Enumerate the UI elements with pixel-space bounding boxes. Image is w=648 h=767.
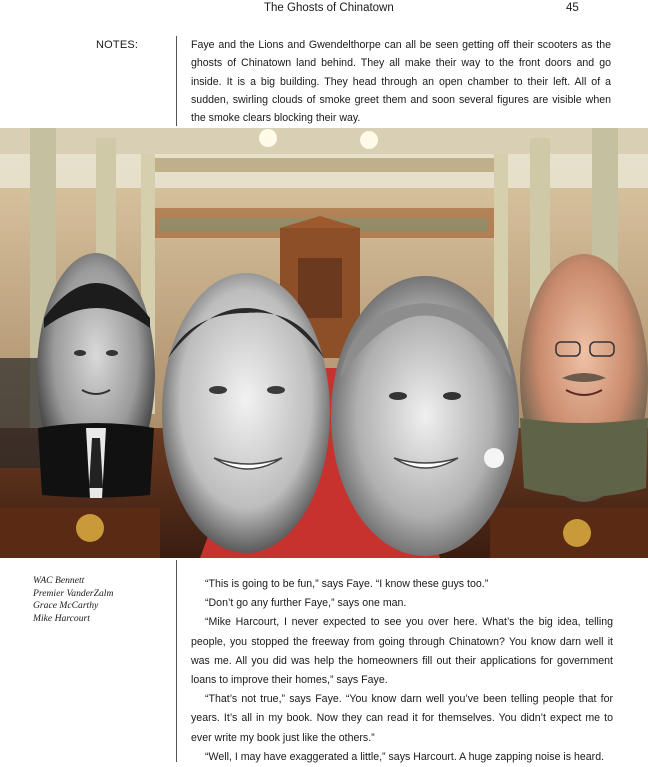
photo-captions — [33, 575, 113, 625]
story-paragraph: “Don’t go any further Faye,” says one man. — [205, 597, 407, 610]
notes-text: Faye and the Lions and Gwendelthorpe can all be seen getting off their scooters as the ghosts of Chinatown land behind. They all make their way to the front doors and go inside. It is a big building. They head through an open chamber to their left. All of a sudden, swirling clouds of smoke greet them and soon several figures are visible when the smoke clears blocking their way. — [191, 39, 611, 125]
story-paragraph: “Mike Harcourt, I never expected to see you over here. What’s the big idea, telling people, you stopped the freeway from going through Chinatown? You know darn well it was me. All you did was help the homeowners fill out their applications for government loans to improve their homes,” says Faye. — [191, 616, 613, 687]
captions-divider — [176, 560, 177, 762]
story-text — [191, 575, 613, 767]
story-paragraph: “Well, I may have exaggerated a little,” says Harcourt. A huge zapping noise is heard. — [205, 750, 605, 763]
running-header-title: The Ghosts of Chinatown — [264, 2, 394, 14]
story-paragraph: “That’s not true,” says Faye. “You know darn well you’ve been telling people that for years. It’s all in my book. Now they can read it for themselves. You didn’t expect me to ever write my book just like the others.” — [191, 693, 613, 744]
caption-vanderzalm: Premier VanderZalm — [33, 587, 114, 599]
legislature-collage-image — [0, 128, 648, 558]
story-paragraph: “This is going to be fun,” says Faye. “I know these guys too.” — [205, 578, 489, 590]
caption-wac-bennett: WAC Bennett — [33, 575, 85, 586]
caption-grace-mccarthy: Grace McCarthy — [33, 600, 99, 612]
notes-label: NOTES: — [96, 39, 139, 51]
notes-divider — [176, 36, 177, 126]
page-number: 45 — [566, 2, 579, 14]
caption-mike-harcourt: Mike Harcourt — [33, 612, 90, 624]
